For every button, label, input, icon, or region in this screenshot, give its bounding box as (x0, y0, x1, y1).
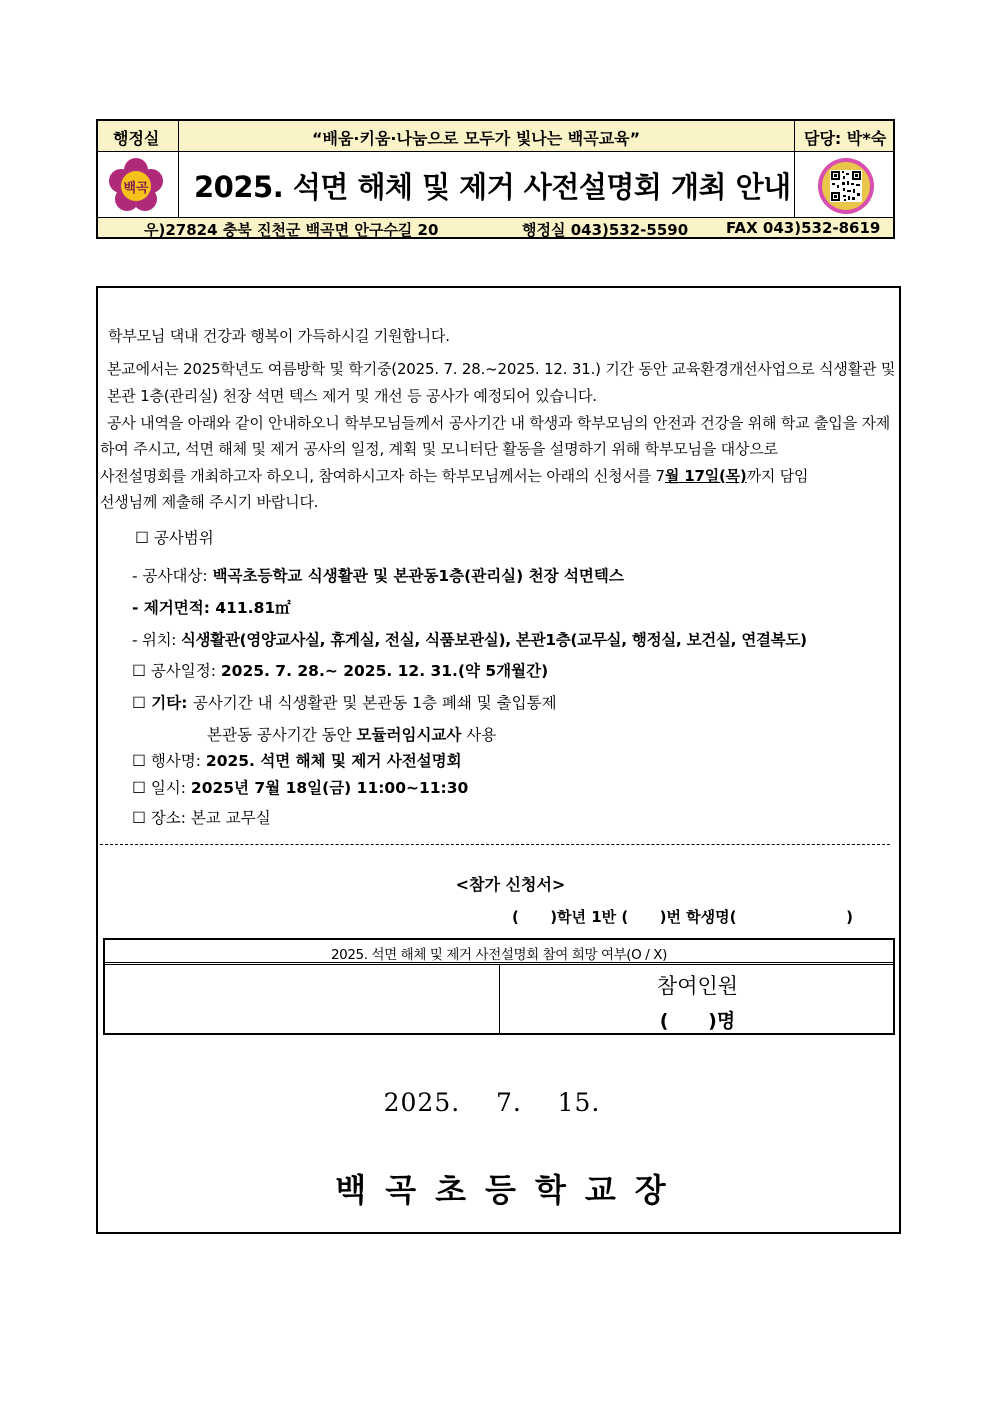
school-logo (108, 158, 164, 214)
paragraph-line: 하여 주시고, 석면 해체 및 제거 공사의 일정, 계획 및 모니터단 활동을 설명하기 위해 학부모님을 대상으로 (100, 440, 778, 458)
scope-area-label: - 제거면적: (132, 599, 216, 617)
etc-line2c: 사용 (461, 726, 497, 744)
scope-area-value: 411.81㎡ (215, 599, 291, 617)
etc-line1: 공사기간 내 식생활관 및 본관동 1층 폐쇄 및 출입통제 (192, 694, 557, 712)
paragraph-text: 까지 담임 (746, 467, 809, 485)
participants-count[interactable]: ( )명 (659, 1010, 736, 1032)
scope-area (132, 596, 291, 618)
paragraph-line (100, 467, 808, 485)
application-table-header: 2025. 석면 해체 및 제거 사전설명회 참여 희망 여부(O / X) (330, 947, 668, 963)
event-place-label: ☐ 장소: (132, 809, 191, 827)
etc-row-2 (207, 723, 496, 745)
school-motto: “배움·키움·나눔으로 모두가 빛나는 백곡교육” (312, 129, 641, 148)
scope-location-label: - 위치: (132, 631, 181, 649)
application-table (103, 938, 895, 1035)
event-name-row (132, 749, 462, 771)
paragraph-text: 사전설명회를 개최하고자 하오니, 참여하시고자 하는 학부모님께서는 아래의 신청서를 7 (100, 467, 665, 485)
qr-code[interactable] (816, 156, 876, 216)
schedule-value: 2025. 7. 28.~ 2025. 12. 31.(약 5개월간) (220, 662, 549, 680)
participants-label: 참여인원 (656, 974, 739, 998)
scope-target-value: 백곡초등학교 식생활관 및 본관동1층(관리실) 천장 석면텍스 (212, 567, 624, 585)
cut-line (100, 844, 890, 845)
event-name-label: ☐ 행사명: (132, 752, 206, 770)
fax-text: FAX 043)532-8619 (726, 219, 881, 237)
paragraph-line: 공사 내역을 아래와 같이 안내하오니 학부모님들께서 공사기간 내 학생과 학부모님의 안전과 건강을 위해 학교 출입을 자제 (107, 414, 891, 432)
principal-signature: 백곡초등학교장 (335, 1171, 685, 1209)
deadline-text: 월 17일(목) (664, 467, 747, 485)
etc-label: ☐ 기타: (132, 694, 193, 712)
paragraph-line: 본관 1층(관리실) 천장 석면 텍스 제거 및 개선 등 공사가 예정되어 있습니다. (107, 387, 597, 405)
etc-line2a: 본관동 공사기간 동안 (207, 726, 357, 744)
paragraph-line: 선생님께 제출해 주시기 바랍니다. (100, 493, 319, 511)
manager-label: 담당: 박*숙 (804, 129, 887, 148)
logo-text: 백곡 (123, 181, 149, 196)
event-name-value: 2025. 석면 해체 및 제거 사전설명회 (205, 752, 462, 770)
schedule-label: ☐ 공사일정: (132, 662, 221, 680)
event-place-row (132, 806, 271, 828)
document-title: 2025. 석면 해체 및 제거 사전설명회 개최 안내 (194, 170, 791, 204)
student-info-line: ( )학년 1반 ( )번 학생명( ) (512, 908, 853, 926)
greeting-text: 학부모님 댁내 건강과 행복이 가득하시길 기원합니다. (108, 327, 450, 345)
event-place-value: 본교 교무실 (190, 809, 271, 827)
etc-modular-classroom: 모듈러임시교사 (356, 726, 462, 744)
event-time-value: 2025년 7월 18일(금) 11:00~11:30 (190, 779, 469, 797)
address-text: 우)27824 충북 진천군 백곡면 안구수길 20 (144, 221, 439, 239)
letterhead (96, 119, 895, 239)
department-label: 행정실 (113, 129, 160, 148)
issue-date: 2025. 7. 15. (383, 1088, 601, 1117)
scope-target (132, 564, 624, 586)
scope-target-label: - 공사대상: (132, 567, 213, 585)
application-title: <참가 신청서> (455, 875, 566, 894)
event-time-label: ☐ 일시: (132, 779, 191, 797)
scope-location (132, 628, 807, 650)
header-divider (178, 121, 179, 218)
etc-row (132, 691, 557, 713)
phone-text: 행정실 043)532-5590 (522, 221, 689, 239)
qr-code-icon (816, 156, 876, 216)
event-time-row (132, 776, 468, 798)
participation-answer-cell[interactable] (105, 965, 499, 1033)
scope-heading: ☐ 공사범위 (135, 529, 214, 547)
paragraph-line: 본교에서는 2025학년도 여름방학 및 학기중(2025. 7. 28.~2025. 12. 31.) 기간 동안 교육환경개선사업으로 식생활관 및 (107, 360, 896, 378)
schedule-row (132, 659, 548, 681)
header-divider (794, 121, 795, 218)
scope-location-value: 식생활관(영양교사실, 휴게실, 전실, 식품보관실), 본관1층(교무실, 행정실, 보건실, 연결복도) (180, 631, 807, 649)
